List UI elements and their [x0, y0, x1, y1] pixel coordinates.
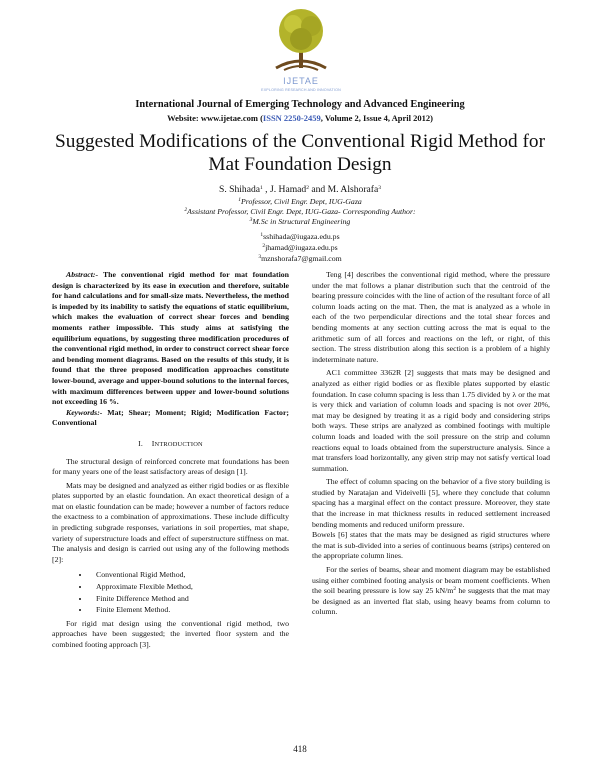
section-title-rest: NTRODUCTION [154, 440, 203, 448]
issn-link[interactable]: ISSN 2250-2459 [262, 113, 321, 123]
author-sep: and [308, 184, 328, 195]
email-line [0, 254, 600, 263]
logo-tagline: EXPLORING RESEARCH AND INNOVATION [261, 88, 341, 92]
affiliation [0, 207, 600, 216]
email-sup: 1 [260, 232, 264, 238]
aff-text: Assistant Professor, Civil Engr. Dept, IUG-Gaza- Corresponding Author: [187, 207, 416, 216]
author-sup: 2 [306, 185, 309, 191]
author-list [0, 184, 600, 195]
author-sep: , [262, 184, 270, 195]
aff-sup: 2 [184, 207, 188, 213]
abstract-text: The conventional rigid method for mat foundation design is characterized by its ease in execution and therefore, suitable for hand calculations and for small-size mats. Nevertheless, the method is impeded by its inability to satisfy the equations of static equilibrium, which makes the evaluation of correct shear forces and bending moments rather impossible. This study aims at satisfying the equilibrium equations, by suggesting three modification procedures of the conventional rigid method, in order to construct correct shear force and bending moment diagrams. Based on the results of this study, it is found that the three proposed modification approaches constitute lower-bound, average and upper-bound solutions to the internal forces, with maximum differences between upper and lower-bound solutions not exceeding 16 %. [52, 270, 289, 407]
body-paragraph: AC1 committee 3362R [2] suggests that mats may be designed and analyzed as either rigid bodies or as flexible plates supported by elastic foundation. In case column spacing is less than 1.75 divided by λ or the mat is very thick and variation of column loads and spacing is not over 20%, mat may be designed by treating it as a rigid body and considering strips both ways. These strips are analyzed as combined footings with multiple column loads and loaded with the soil pressure on the strip and column reactions equal to loads obtained from the superstructure analysis. Since a mat transfers load horizontally, any given strip may not satisfy vertical load summation. [312, 368, 550, 473]
journal-website-line [0, 113, 600, 123]
intro-paragraph: The structural design of reinforced concrete mat foundations has been for many years one of the least satisfactory areas of design [1]. [52, 456, 289, 477]
keywords-label: Keywords:- [66, 407, 103, 417]
aff-sup: 3 [249, 217, 253, 223]
journal-title: International Journal of Emerging Technology and Advanced Engineering [135, 99, 465, 110]
keywords [52, 408, 289, 429]
page-number: 418 [293, 744, 307, 754]
p5-sup: 2 [453, 586, 457, 593]
abstract-label: Abstract:- [66, 270, 99, 279]
section-first-letter: I [151, 438, 155, 448]
p5-text-a: For the series of beams, shear and moment diagram may be established using either combined footing analysis or beam moment coefficients. When the soil bearing pressure is low say 25 kN/m [312, 565, 550, 596]
email-sup: 2 [262, 243, 266, 249]
affiliation [0, 217, 600, 226]
p5-text-b: he suggests that the mat may be designed as an inverted flat slab, using heavy beams from column to column. [312, 586, 550, 617]
author-name: M. Alshorafa [327, 184, 379, 195]
email-address[interactable]: sshihada@iugaza.edu.ps [263, 232, 340, 241]
author-sup: 3 [378, 185, 381, 191]
email-address[interactable]: jhamad@iugaza.edu.ps [265, 243, 338, 252]
author-sup: 1 [260, 185, 263, 191]
website-prefix: Website: www.ijetae.com ( [167, 113, 263, 123]
aff-sup: 1 [238, 197, 241, 203]
right-column [312, 270, 550, 618]
logo-name: IJETAE [283, 76, 319, 86]
intro-paragraph: Mats may be designed and analyzed as either rigid bodies or as flexible plates supported by an elastic foundation. An exact theoretical design of a mat on elastic foundation can be made; however a number of factors reduce the exactness to a combination of approximations. These include difficulty in predicting subgrade responses, variations in soil properties, mat shape, variety of superstructure loads and effect of superstructure stiffness on mat. The analysis and design is carried out using any of the following methods [2]: [52, 480, 289, 564]
intro-paragraph: For rigid mat design using the conventional rigid method, two approaches have been suggested; the inverted floor system and the combined footing approach [3]. [52, 618, 289, 649]
email-line [0, 243, 600, 252]
abstract [52, 270, 289, 408]
email-line [0, 232, 600, 241]
keywords-text: Mat; Shear; Moment; Rigid; Modification Factor; Conventional [52, 407, 289, 428]
email-sup: 3 [258, 254, 262, 260]
body-paragraph: Teng [4] describes the conventional rigid method, where the pressure under the mat follows a planar distribution such that the centroid of the bearing pressure coincides with the line of action of the resultant force of all column loads acting on the mat. Then, the mat is analyzed as a whole in each of the two perpendicular directions and the total shear forces and bending moments at any section cutting across the mat is equal to the arithmetic sum of all forces and reactions on the left, or right, of this section. The stress distribution along this section is a problem of a highly indeterminate nature. [312, 270, 550, 364]
body-paragraph: The effect of column spacing on the behavior of a five story building is studied by Naratajan and Videivelli [5], where they conclude that column spacing has a marginal effect on the contact pressure. Moreover, they state that the increase in mat thickness results in reduced settlement increased bending moments and reduced uniform pressure. [312, 477, 550, 529]
paper-title: Suggested Modifications of the Conventional Rigid Method for Mat Foundation Design [54, 131, 545, 175]
body-paragraph [312, 565, 550, 618]
affiliation [0, 197, 600, 206]
section-numeral: I. [138, 438, 144, 448]
left-column [52, 270, 289, 651]
section-heading [52, 439, 289, 451]
methods-list [52, 570, 289, 615]
body-paragraph: Bowels [6] states that the mats may be designed as rigid structures where the mat is sub-divided into a series of continuous beams (strips) centered on the appropriate column lines. [312, 530, 550, 561]
aff-text: Professor, Civil Engr. Dept, IUG-Gaza [240, 197, 362, 206]
aff-text: M.Sc in Structural Engineering [252, 217, 351, 226]
website-suffix: , Volume 2, Issue 4, April 2012) [320, 113, 433, 123]
list-item: • Finite Element Method. [90, 605, 289, 616]
list-item: • Finite Difference Method and [90, 594, 289, 605]
email-address[interactable]: mznshorafa7@gmail.com [261, 254, 342, 263]
author-name: S. Shihada [218, 184, 261, 195]
list-item: • Conventional Rigid Method, [90, 570, 289, 581]
author-name: J. Hamad [269, 184, 307, 195]
list-item: • Approximate Flexible Method, [90, 582, 289, 593]
